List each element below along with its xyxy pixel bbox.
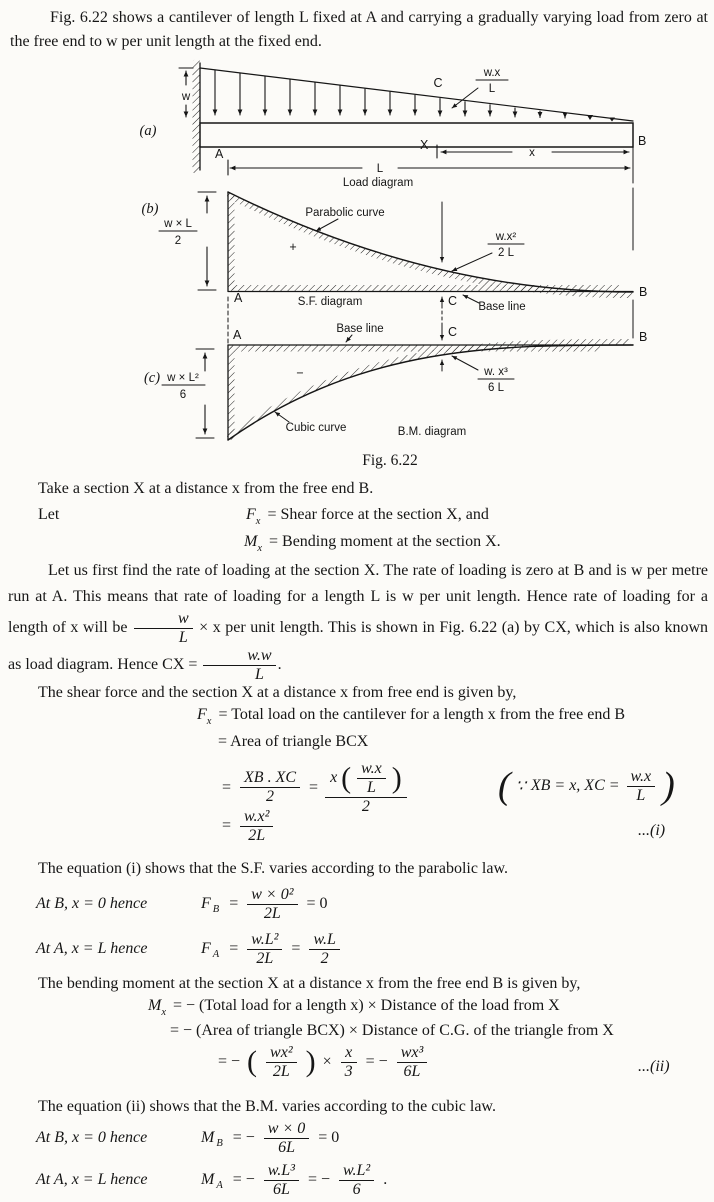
note-left-paren: ( <box>498 765 511 808</box>
right-paren: ) <box>391 761 402 795</box>
fb-fraction: $\frac{\text{w × 0²}}{2L}$ <box>245 886 299 923</box>
because-note: ( ∵ XB = x, XC = $\frac{w.x}{L}$ ) <box>498 765 675 808</box>
bm-minus-sign: − <box>296 366 304 380</box>
sf-baseline-label: Base line <box>478 301 526 313</box>
load-diagram <box>140 63 647 189</box>
left-paren: ( <box>341 761 352 795</box>
sf-plus-sign: + <box>289 240 297 254</box>
subfig-a-tag: (a) <box>139 123 157 139</box>
xb-xc-fraction: $\frac{XB . XC}{2}$ <box>238 769 302 806</box>
fx-equation-line1: $F_x$ = Total load on the cantilever for a length x from the free end B <box>197 706 626 727</box>
subfig-c-tag: (c) <box>143 370 161 386</box>
svg-text:w × L: w × L <box>164 218 192 230</box>
load-diagram-caption: Load diagram <box>342 177 414 189</box>
svg-text:w. x³: w. x³ <box>484 366 508 378</box>
shear-intro-line: The shear force and the section X at a distance x from free end is given by, <box>38 684 517 701</box>
cubic-curve-label: Cubic curve <box>285 422 347 434</box>
figure-6-22 <box>0 55 714 453</box>
svg-text:2 L: 2 L <box>498 247 514 259</box>
eqii-left-paren: ( <box>247 1045 258 1079</box>
beam <box>200 123 633 147</box>
sf-ordinate-fraction <box>452 231 524 271</box>
bm-baseline-label: Base line <box>336 323 384 335</box>
bm-intro-line: The bending moment at the section X at a distance x from the free end B is given by, <box>38 975 581 992</box>
wl26-fraction <box>162 372 205 401</box>
point-a-b: A <box>234 291 243 305</box>
w-over-l-fraction: $\frac{w}{L}$ <box>132 610 195 647</box>
wl26-dimension <box>196 349 214 438</box>
equation-ii-tag: ...(ii) <box>638 1058 670 1075</box>
figure-caption: Fig. 6.22 <box>362 452 418 469</box>
bm-diagram-caption: B.M. diagram <box>397 426 467 438</box>
point-a-a: A <box>215 147 224 161</box>
ma-fraction-2: $\frac{\text{w.L²}}{6}$ <box>337 1162 376 1199</box>
eqii-fraction-3: $\frac{\text{wx³}}{6L}$ <box>395 1044 430 1081</box>
svg-text:6 L: 6 L <box>488 382 504 394</box>
mx-equation-line1: $M_x$ = − (Total load for a length x) × Distance of the load from X <box>148 997 560 1018</box>
svg-text:w.x: w.x <box>483 67 501 79</box>
l-dim-label: L <box>376 163 384 175</box>
fa-row: At A, x = L hence F A = $\frac{\text{w.L²}}{2L}$ = $\frac{w.L}{2}$ <box>36 931 342 968</box>
eqii-right-paren: ) <box>305 1045 316 1079</box>
fa-fraction-1: $\frac{\text{w.L²}}{2L}$ <box>245 931 284 968</box>
rate-paragraph: Let us first find the rate of loading at the section X. The rate of loading is zero at B and is w per metre run at A. This means that rate of loading for a length L is w per unit length. Hence rate of loading for a length of x will be $\frac{w}{L}$ × x per unit length. This is shown in Fig. 6.22 (a) by CX, which is also known as load diagram. Hence CX = $\frac{w.w}{L}$ . <box>8 562 709 683</box>
l-dimension <box>228 160 630 175</box>
inner-wx-l-fraction: $\frac{w.x}{L}$ <box>355 760 388 797</box>
x-dim-label: x <box>529 147 535 159</box>
wl2-dimension <box>198 192 216 290</box>
point-b-c: B <box>639 330 648 344</box>
sf-diagram <box>142 188 648 343</box>
sf-diagram-caption: S.F. diagram <box>297 296 363 308</box>
svg-text:2: 2 <box>174 235 182 247</box>
fixed-wall-hatching <box>197 63 201 170</box>
ma-fraction-1: $\frac{\text{w.L³}}{6L}$ <box>262 1162 301 1199</box>
svg-text:6: 6 <box>179 389 187 401</box>
ma-row: At A, x = L hence M A = − $\frac{\text{w.L³}}{6L}$ = − $\frac{\text{w.L²}}{6}$ . <box>36 1162 388 1198</box>
fa-fraction-2: $\frac{w.L}{2}$ <box>307 931 341 968</box>
section-x-label: X <box>420 138 429 152</box>
equation-ii-row: = − ( $\frac{\text{wx²}}{2L}$ ) × $\frac{x}{3}$ = − $\frac{\text{wx³}}{6L}$ <box>218 1044 429 1081</box>
equation-i-row1: = $\frac{XB . XC}{2}$ = x ( $\frac{w.x}{L}$ ) 2 <box>222 760 407 815</box>
cx-fraction: $\frac{w.w}{L}$ <box>201 647 277 684</box>
point-c-c: C <box>448 325 458 339</box>
mb-fraction: $\frac{w \times 0}{6L}$ <box>262 1120 311 1157</box>
fx-definition: $F_x$ = Shear force at the section X, and <box>246 506 489 527</box>
let-label: Let <box>38 506 60 523</box>
note-fraction: $\frac{w.x}{L}$ <box>625 768 658 805</box>
point-a-c: A <box>233 328 242 342</box>
equation-i-row2: = $\frac{\text{w.x²}}{2L}$ <box>222 808 275 845</box>
fx-equation-line2: = Area of triangle BCX <box>218 733 369 750</box>
mx-symbol: M <box>244 533 258 550</box>
eqii-fraction-1: $\frac{\text{wx²}}{2L}$ <box>264 1044 299 1081</box>
point-c-a: C <box>433 76 443 90</box>
cubic-law-line: The equation (ii) shows that the B.M. varies according to the cubic law. <box>38 1098 496 1115</box>
wl2-fraction <box>159 218 197 247</box>
parabolic-law-line: The equation (i) shows that the S.F. varies according to the parabolic law. <box>38 860 508 877</box>
fb-row: At B, x = 0 hence F B = $\frac{\text{w × 0²}}{2L}$ = 0 <box>36 886 328 922</box>
svg-text:w × L²: w × L² <box>167 372 199 384</box>
equation-i-tag: ...(i) <box>638 822 666 839</box>
nested-fraction: x ( $\frac{w.x}{L}$ ) 2 <box>325 760 407 815</box>
svg-text:w.x²: w.x² <box>495 231 517 243</box>
take-section-line: Take a section X at a distance x from the free end B. <box>38 480 374 497</box>
intro-paragraph: Fig. 6.22 shows a cantilever of length L fixed at A and carrying a gradually varying load from zero at the free end to w per unit length at the fixed end. <box>10 9 708 50</box>
note-right-paren: ) <box>662 765 675 808</box>
mx-definition: $M_x$ = Bending moment at the section X. <box>244 533 501 554</box>
subfig-b-tag: (b) <box>141 201 159 217</box>
point-b-b: B <box>639 285 648 299</box>
point-c-b: C <box>448 294 458 308</box>
bm-ordinate-fraction <box>452 356 514 394</box>
mx-equation-line2: = − (Area of triangle BCX) × Distance of C.G. of the triangle from X <box>170 1022 614 1039</box>
wx2-2l-fraction: $\frac{\text{w.x²}}{2L}$ <box>238 808 275 845</box>
parabolic-curve-label: Parabolic curve <box>305 207 385 219</box>
because-symbol: ∵ <box>515 778 526 796</box>
svg-text:L: L <box>488 83 496 95</box>
eqii-fraction-2: $\frac{x}{3}$ <box>339 1044 359 1081</box>
mb-row: At B, x = 0 hence M B = − $\frac{w \times 0}{6L}$ = 0 <box>36 1120 340 1156</box>
w-label: w <box>181 91 191 103</box>
fx-symbol: F <box>246 506 256 523</box>
point-b-a: B <box>638 134 647 148</box>
bm-diagram <box>144 300 647 440</box>
